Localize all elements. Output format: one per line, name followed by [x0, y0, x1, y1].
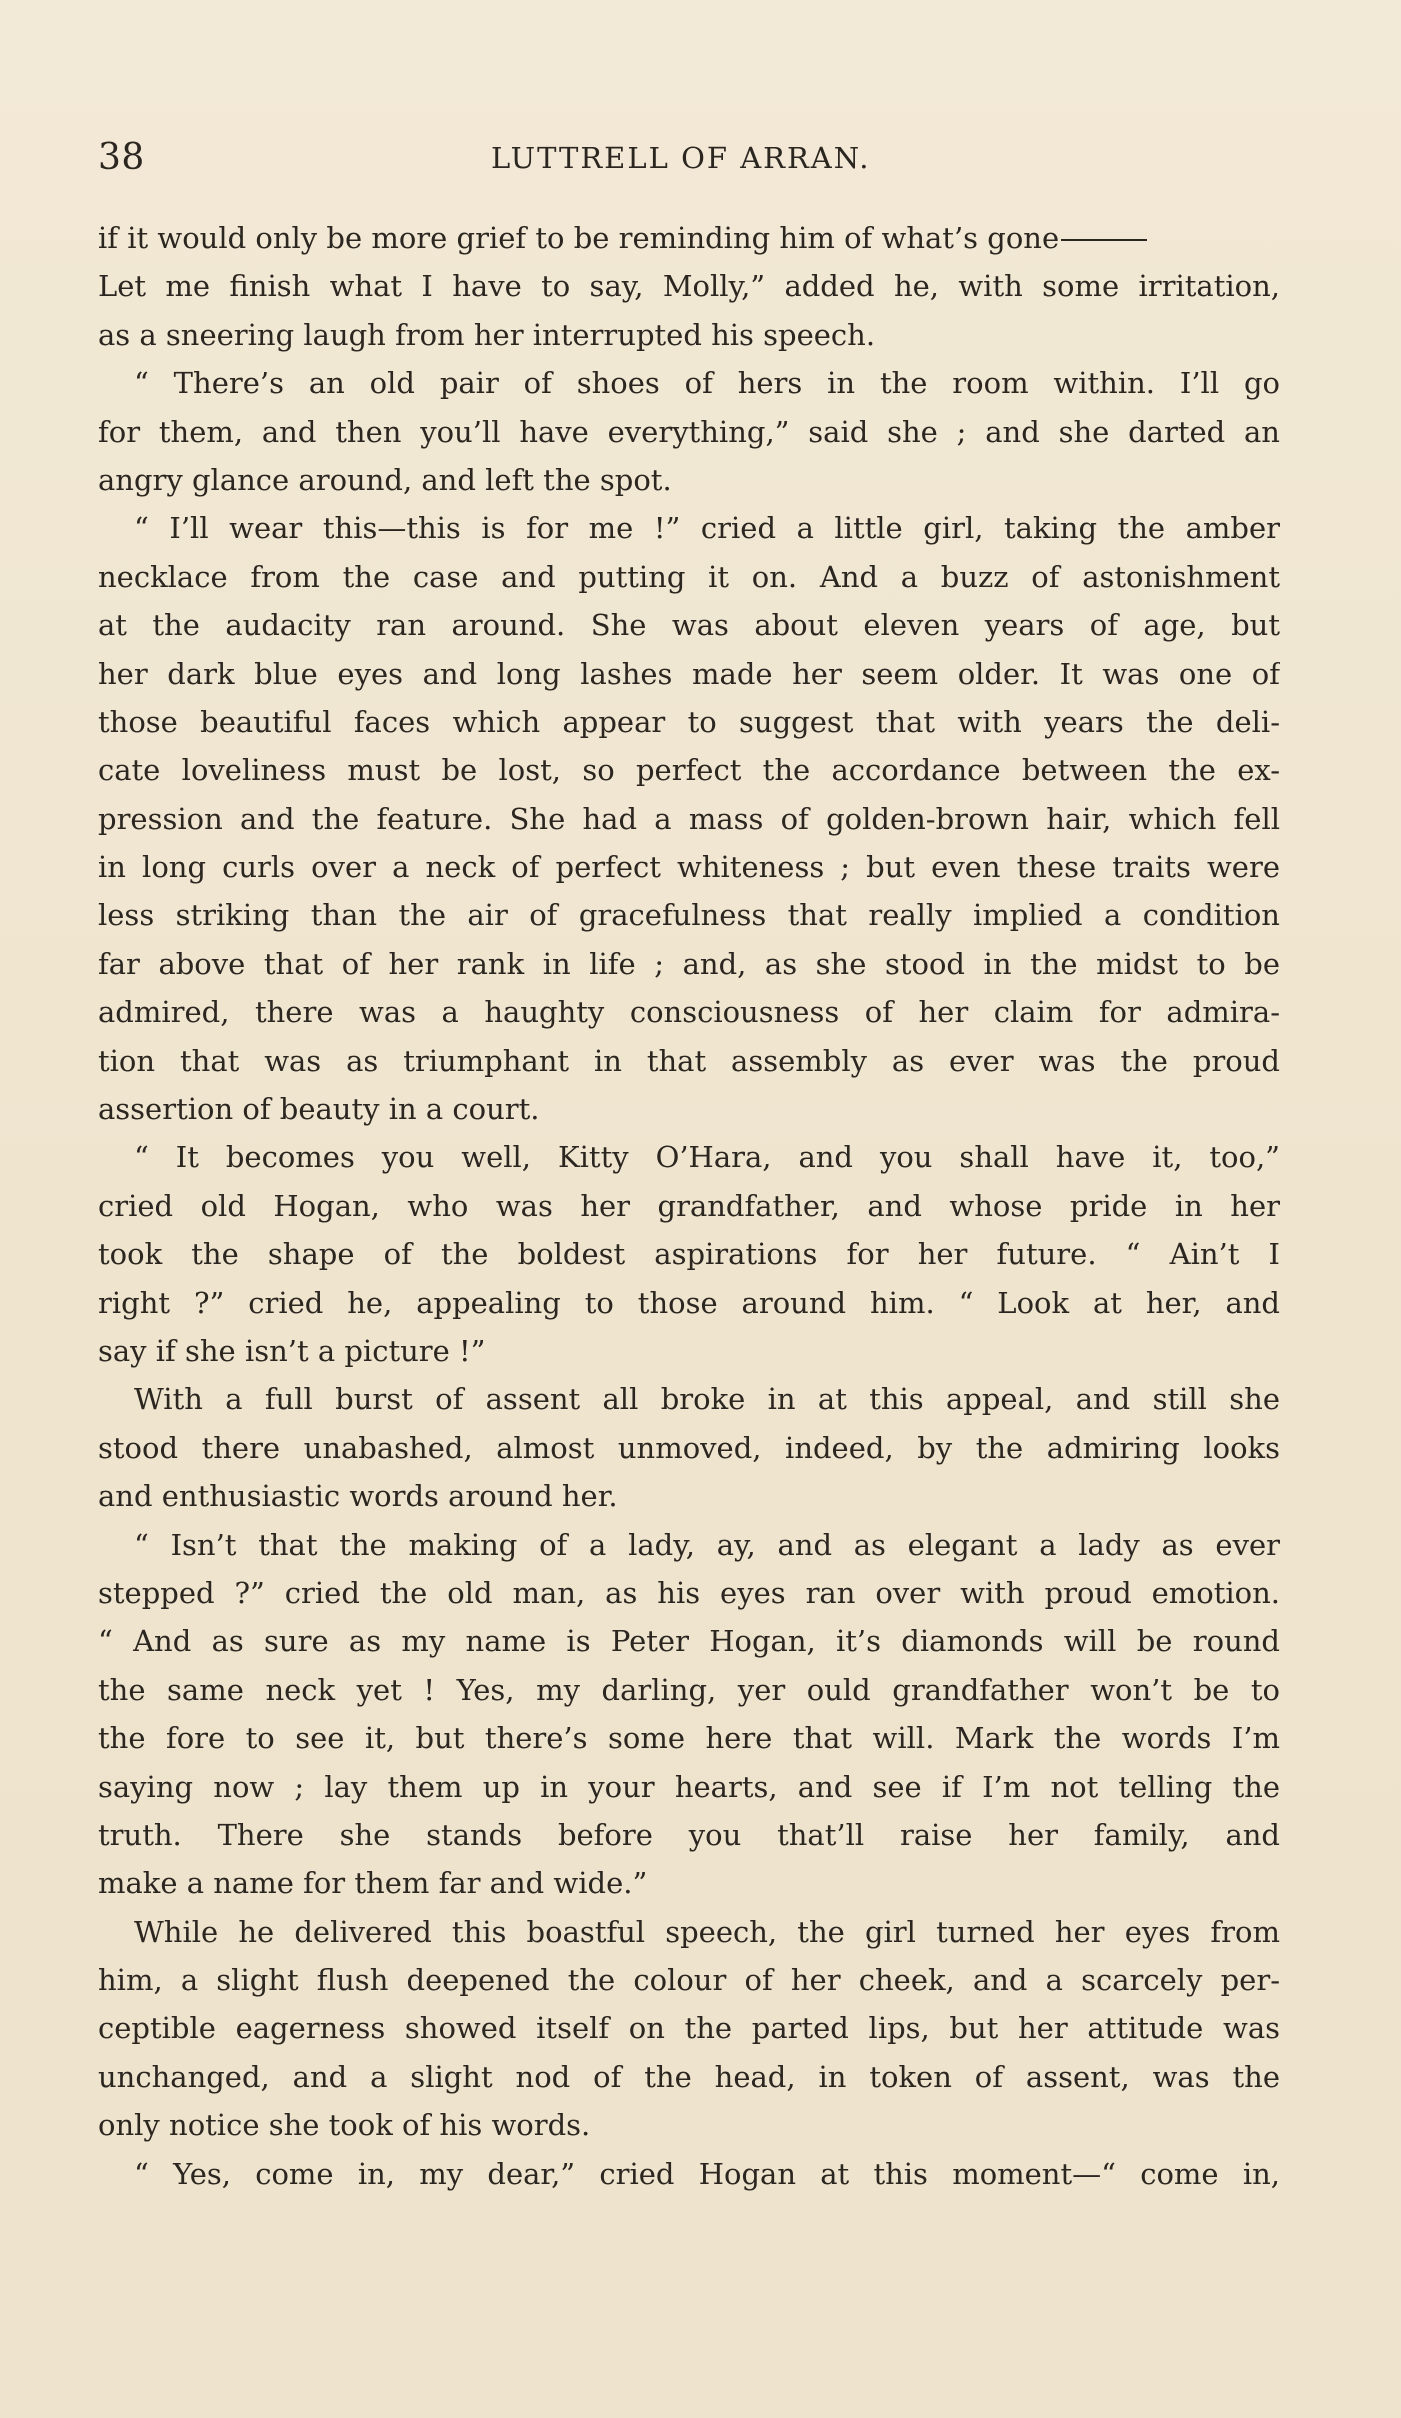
text-line: tion that was as triumphant in that assembly as ever was the proud	[98, 1043, 1280, 1078]
text-line: and enthusiastic words around her.	[98, 1479, 618, 1514]
page-content	[98, 137, 1280, 2191]
text-line: “ Yes, come in, my dear,” cried Hogan at this moment—“ come in,	[134, 2156, 1280, 2191]
body-text	[98, 214, 1280, 2198]
text-line	[98, 214, 1280, 262]
text-line: Let me finish what I have to say, Molly,” added he, with some irritation,	[98, 269, 1280, 304]
text-line: say if she isn’t a picture !”	[98, 1333, 486, 1368]
text-line: make a name for them far and wide.”	[98, 1866, 648, 1901]
text-line: far above that of her rank in life ; and, as she stood in the midst to be	[98, 946, 1280, 981]
text-line: cried old Hogan, who was her grandfather, and whose pride in her	[98, 1188, 1280, 1223]
text-line: him, a slight flush deepened the colour of her cheek, and a scarcely per-	[98, 1963, 1280, 1998]
text-line: right ?” cried he, appealing to those around him. “ Look at her, and	[98, 1285, 1280, 1320]
text-line: the same neck yet ! Yes, my darling, yer ould grandfather won’t be to	[98, 1672, 1280, 1707]
text-line: “ I’ll wear this—this is for me !” cried a little girl, taking the amber	[134, 511, 1280, 546]
text-line: only notice she took of his words.	[98, 2108, 591, 2143]
text-line: at the audacity ran around. She was about eleven years of age, but	[98, 608, 1280, 643]
text-line: angry glance around, and left the spot.	[98, 462, 672, 497]
text-line: While he delivered this boastful speech, the girl turned her eyes from	[134, 1914, 1280, 1949]
text-line: ceptible eagerness showed itself on the parted lips, but her attitude was	[98, 2011, 1280, 2046]
text-line: stood there unabashed, almost unmoved, indeed, by the admiring looks	[98, 1430, 1280, 1465]
text-line: “ And as sure as my name is Peter Hogan, it’s diamonds will be round	[98, 1624, 1280, 1659]
text-line: “ It becomes you well, Kitty O’Hara, and you shall have it, too,”	[134, 1140, 1280, 1175]
text-line: pression and the feature. She had a mass of golden-brown hair, which fell	[98, 801, 1280, 836]
text-line: admired, there was a haughty consciousness of her claim for admira-	[98, 995, 1280, 1030]
page-number: 38	[98, 137, 145, 178]
page-header	[98, 137, 1280, 190]
text-line: necklace from the case and putting it on. And a buzz of astonishment	[98, 559, 1280, 594]
text-line: less striking than the air of gracefulness that really implied a condition	[98, 898, 1280, 933]
text-line: stepped ?” cried the old man, as his eyes ran over with proud emotion.	[98, 1575, 1280, 1610]
text-line: the fore to see it, but there’s some here that will. Mark the words I’m	[98, 1721, 1280, 1756]
text-line: With a full burst of assent all broke in at this appeal, and still she	[134, 1382, 1280, 1417]
text-line: cate loveliness must be lost, so perfect the accordance between the ex-	[98, 753, 1280, 788]
line-text: if it would only be more grief to be reminding him of what’s gone	[98, 221, 1060, 255]
em-dash-rule	[1061, 239, 1147, 241]
text-line: “ There’s an old pair of shoes of hers in the room within. I’ll go	[134, 366, 1280, 401]
text-line: assertion of beauty in a court.	[98, 1092, 540, 1127]
text-line: her dark blue eyes and long lashes made her seem older. It was one of	[98, 656, 1280, 691]
text-line: saying now ; lay them up in your hearts, and see if I’m not telling the	[98, 1769, 1280, 1804]
text-line: in long curls over a neck of perfect whiteness ; but even these traits were	[98, 850, 1280, 885]
text-line: unchanged, and a slight nod of the head, in token of assent, was the	[98, 2059, 1280, 2094]
text-line: “ Isn’t that the making of a lady, ay, and as elegant a lady as ever	[134, 1527, 1280, 1562]
text-line: as a sneering laugh from her interrupted his speech.	[98, 317, 876, 352]
text-line: took the shape of the boldest aspirations for her future. “ Ain’t I	[98, 1237, 1280, 1272]
text-line: those beautiful faces which appear to suggest that with years the deli-	[98, 704, 1280, 739]
running-head: LUTTRELL OF ARRAN.	[491, 141, 871, 175]
text-line: truth. There she stands before you that’ll raise her family, and	[98, 1817, 1280, 1852]
text-line: for them, and then you’ll have everything,” said she ; and she darted an	[98, 414, 1280, 449]
